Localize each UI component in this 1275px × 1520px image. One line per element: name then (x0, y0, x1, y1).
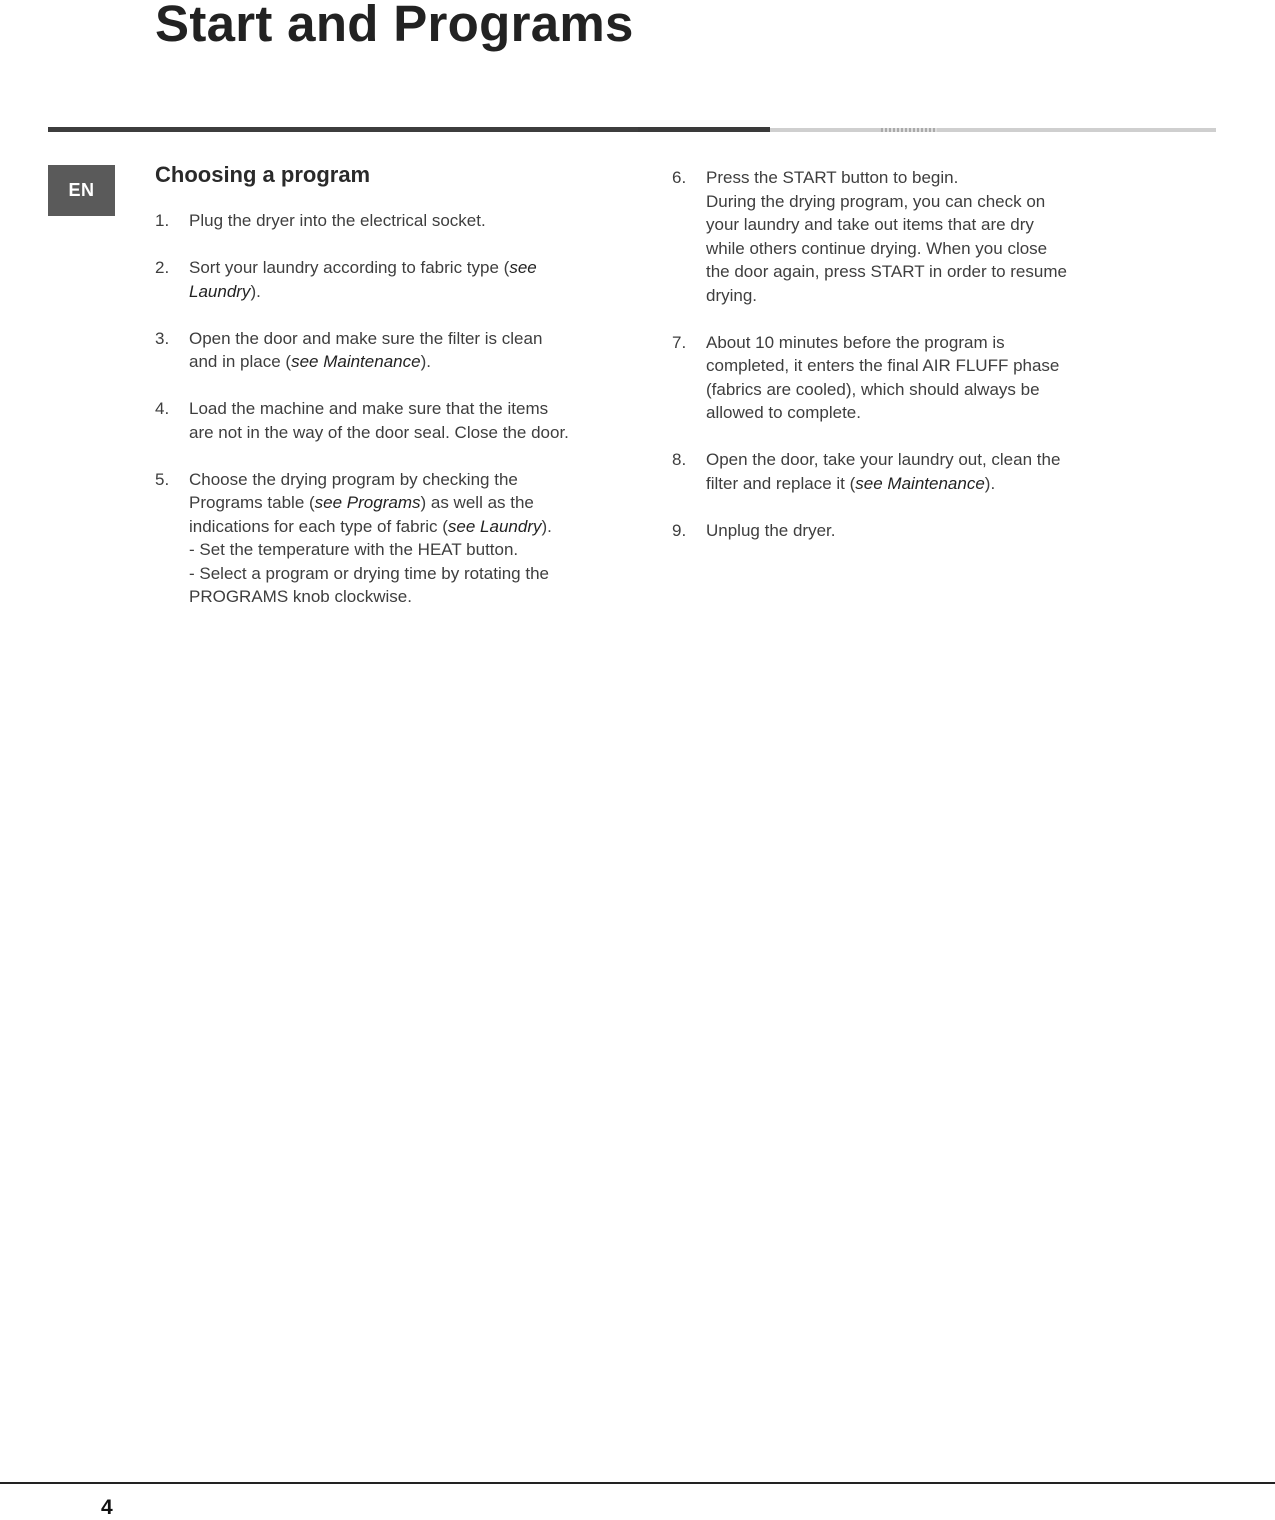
step-line (189, 491, 569, 515)
step-line-part: Programs table ( (189, 493, 315, 512)
step-line-part: ). (984, 473, 996, 493)
cross-reference: see Programs (314, 493, 421, 512)
step-line: allowed to complete. (706, 403, 861, 422)
footer-rule (0, 1482, 1275, 1484)
page-title: Start and Programs (155, 0, 634, 52)
step-item (672, 519, 1067, 543)
step-text (189, 468, 569, 609)
cross-reference: see Maintenance (855, 473, 985, 493)
step-text (189, 209, 569, 233)
step-line-part: indications for each type of fabric ( (189, 516, 448, 536)
step-line: your laundry and take out items that are dry (706, 215, 1034, 234)
header-rule-hatch-segment (881, 128, 937, 132)
step-line: Plug the dryer into the electrical socket. (189, 211, 486, 230)
step-line: - Set the temperature with the HEAT button. (189, 540, 519, 559)
step-line: while others continue drying. When you close (706, 238, 1048, 258)
steps-list-left (155, 209, 569, 632)
step-line: Choose the drying program by checking the (189, 469, 518, 489)
step-item (155, 256, 569, 303)
step-line: Load the machine and make sure that the items (189, 399, 549, 418)
step-line: are not in the way of the door seal. Close the door. (189, 422, 569, 442)
step-number: 6. (672, 168, 687, 187)
step-line-part: ). (420, 352, 431, 371)
step-line: the door again, press START in order to resume (706, 262, 1067, 281)
step-line: Press the START button to begin. (706, 168, 959, 187)
step-line-part: filter and replace it ( (706, 473, 856, 493)
step-line (189, 256, 569, 280)
header-rule-dark-segment-2 (638, 127, 770, 132)
steps-list-right (672, 166, 1067, 566)
step-item (672, 331, 1067, 425)
step-line: completed, it enters the final AIR FLUFF phase (706, 356, 1060, 375)
step-text (706, 331, 1067, 425)
step-line: Open the door and make sure the filter is clean (189, 328, 543, 348)
cross-reference: Laundry (189, 281, 251, 301)
step-line-part: ) as well as the (420, 493, 534, 512)
section-heading: Choosing a program (155, 162, 371, 187)
step-number: 5. (155, 469, 170, 489)
step-text (189, 256, 569, 303)
step-item (672, 448, 1067, 495)
step-line: (fabrics are cooled), which should always be (706, 379, 1040, 399)
step-line-part: ). (250, 281, 261, 301)
header-rule (48, 127, 1216, 132)
step-line: PROGRAMS knob clockwise. (189, 587, 412, 606)
step-text (706, 519, 1067, 543)
step-number: 9. (672, 520, 687, 540)
step-item (155, 327, 569, 374)
step-line (189, 515, 569, 539)
step-item (155, 209, 569, 233)
step-line: During the drying program, you can check on (706, 191, 1046, 211)
step-text (189, 327, 569, 374)
step-line (189, 280, 569, 304)
step-item (672, 166, 1067, 307)
language-tab: EN (48, 165, 115, 216)
step-line: Unplug the dryer. (706, 520, 836, 540)
step-line: drying. (706, 285, 758, 305)
step-line (189, 350, 569, 374)
step-line: Open the door, take your laundry out, clean the (706, 450, 1061, 469)
step-item (155, 397, 569, 444)
step-line: About 10 minutes before the program is (706, 332, 1005, 352)
step-text (706, 448, 1067, 495)
step-line-part: Sort your laundry according to fabric type ( (189, 258, 510, 277)
step-number: 7. (672, 332, 687, 352)
cross-reference: see Maintenance (291, 352, 421, 371)
step-number: 2. (155, 258, 170, 277)
step-number: 3. (155, 328, 170, 348)
step-number: 8. (672, 450, 687, 469)
step-text (189, 397, 569, 444)
cross-reference: see Laundry (447, 516, 542, 536)
cross-reference: see (509, 258, 537, 277)
header-rule-dark-segment (48, 127, 638, 132)
step-line-part: and in place ( (189, 352, 292, 371)
step-line-part: ). (541, 516, 552, 536)
step-number: 1. (155, 211, 170, 230)
step-item (155, 468, 569, 609)
page-number: 4 (101, 1496, 113, 1519)
step-line (706, 472, 1067, 496)
step-text (706, 166, 1067, 307)
step-number: 4. (155, 399, 170, 418)
step-line: - Select a program or drying time by rotating the (189, 563, 549, 583)
header-rule-light-segment (770, 128, 1216, 132)
